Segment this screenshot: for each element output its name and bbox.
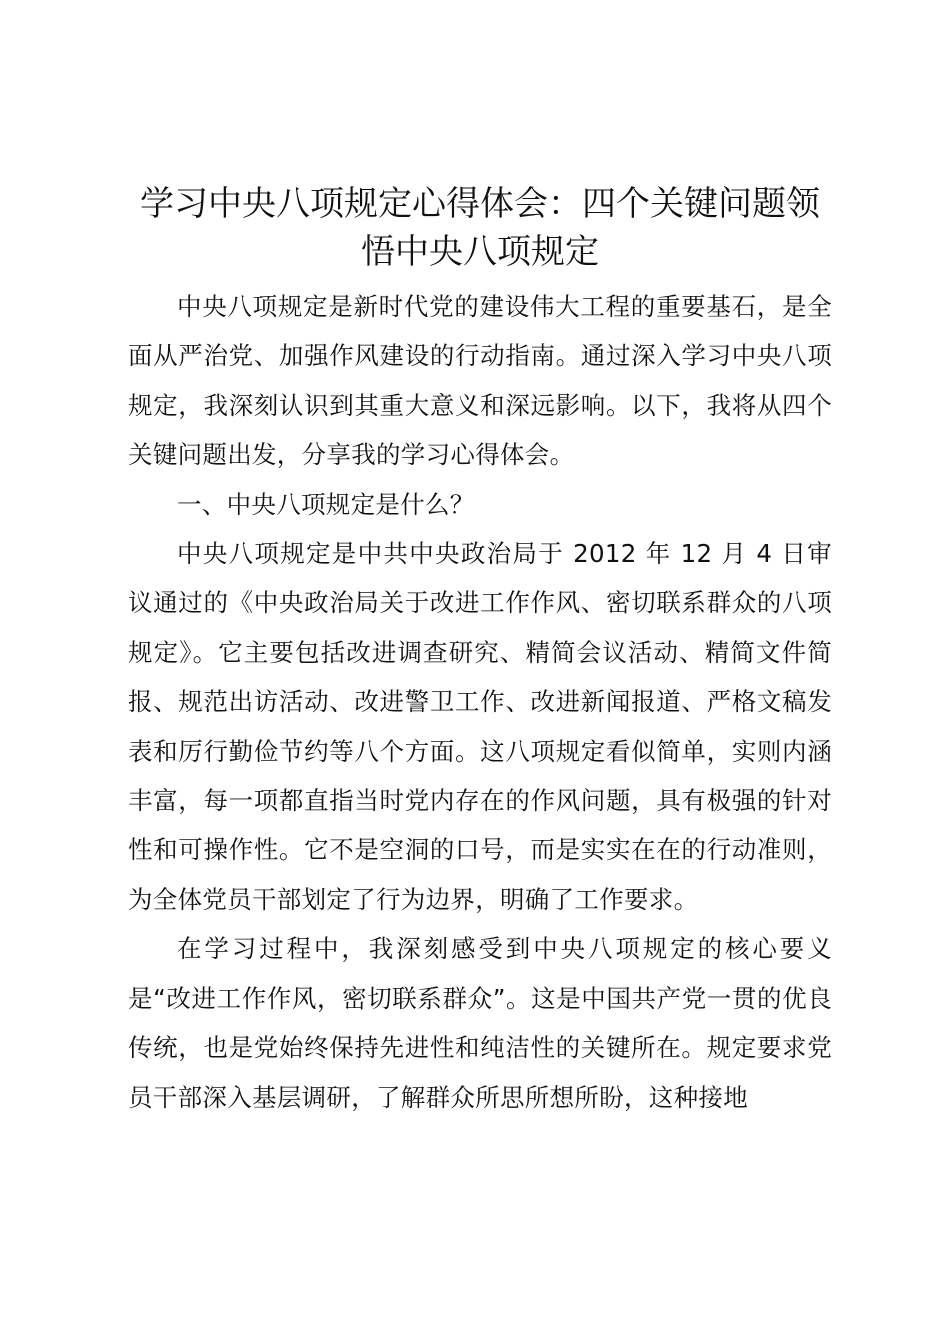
document-body bbox=[128, 180, 832, 1122]
section-1-paragraph-2: 在学习过程中，我深刻感受到中央八项规定的核心要义是“改进工作作风，密切联系群众”。这是中国共产党一贯的优良传统，也是党始终保持先进性和纯洁性的关键所在。规定要求党员干部深入基层调研，了解群众所思所想所盼，这种接地 bbox=[128, 934, 832, 1112]
section-1-paragraph-1: 中央八项规定是中共中央政治局于 2012 年 12 月 4 日审议通过的《中央政治局关于改进工作作风、密切联系群众的八项规定》。它主要包括改进调查研究、精简会议活动、精简文件简报、规范出访活动、改进警卫工作、改进新闻报道、严格文稿发表和厉行勤俭节约等八个方面。这八项规定看似简单，实则内涵丰富，每一项都直指当时党内存在的作风问题，具有极强的针对性和可操作性。它不是空洞的口号，而是实实在在的行动准则，为全体党员干部划定了行为边界，明确了工作要求。 bbox=[128, 539, 832, 914]
section-heading-1: 一、中央八项规定是什么？ bbox=[177, 489, 475, 519]
intro-paragraph: 中央八项规定是新时代党的建设伟大工程的重要基石，是全面从严治党、加强作风建设的行动指南。通过深入学习中央八项规定，我深刻认识到其重大意义和深远影响。以下，我将从四个关键问题出发，分享我的学习心得体会。 bbox=[128, 292, 832, 470]
document-title: 学习中央八项规定心得体会：四个关键问题领悟中央八项规定 bbox=[140, 184, 820, 272]
